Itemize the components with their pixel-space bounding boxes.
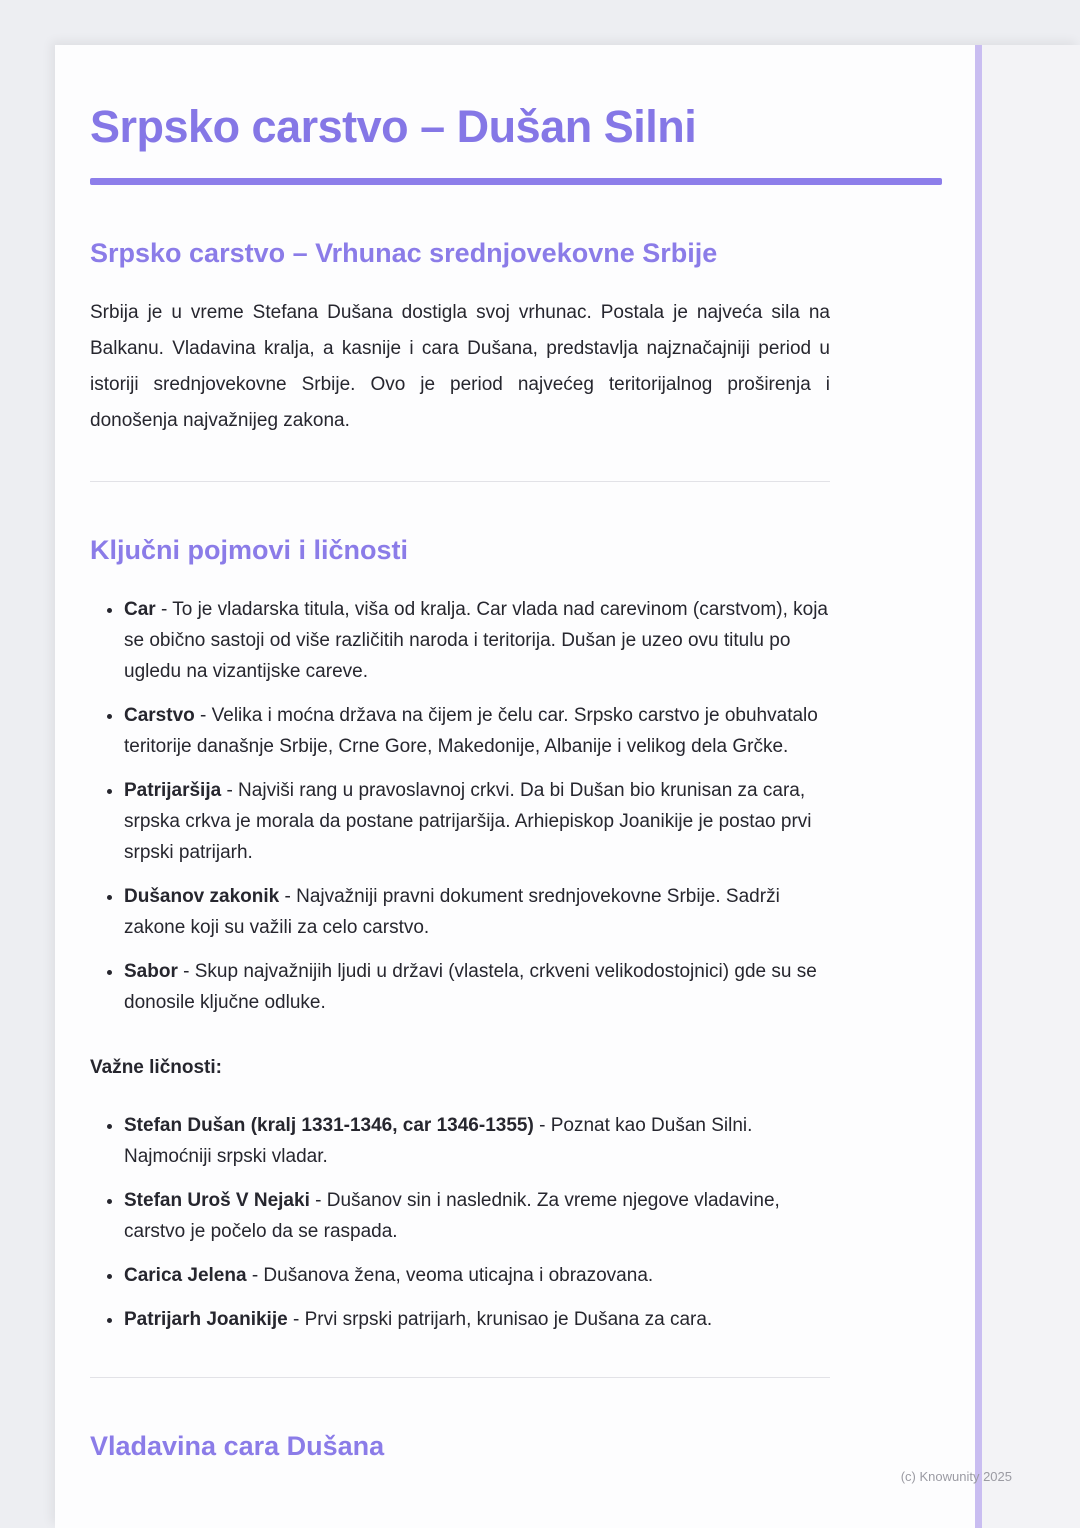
term: Patrijarh Joanikije bbox=[124, 1309, 288, 1330]
page-right-strip bbox=[982, 45, 1080, 1528]
term: Stefan Dušan (kralj 1331-1346, car 1346-1355) bbox=[124, 1115, 534, 1136]
list-item bbox=[124, 1185, 830, 1247]
term-description: - Poznat kao Dušan Silni. Najmoćniji srpski vladar. bbox=[124, 1115, 753, 1167]
list-item bbox=[124, 1110, 830, 1172]
list-item bbox=[124, 1260, 830, 1291]
list-item bbox=[124, 881, 830, 943]
term-description: - Najviši rang u pravoslavnoj crkvi. Da bi Dušan bio krunisan za cara, srpska crkva je morala da postane patrijaršija. Arhiepiskop Joanikije je postao prvi srpski patrijarh. bbox=[124, 780, 812, 863]
term: Stefan Uroš V Nejaki bbox=[124, 1190, 310, 1211]
term: Dušanov zakonik bbox=[124, 886, 280, 907]
list-item bbox=[124, 956, 830, 1018]
list-item bbox=[124, 594, 830, 687]
term-description: - To je vladarska titula, viša od kralja. Car vlada nad carevinom (carstvom), koja se obično sastoji od više različitih naroda i teritorija. Dušan je uzeo ovu titulu po ugledu na vizantijske careve. bbox=[124, 599, 829, 682]
intro-paragraph: Srbija je u vreme Stefana Dušana dostigla svoj vrhunac. Postala je najveća sila na Balkanu. Vladavina kralja, a kasnije i cara Dušana, predstavlja najznačajniji period u istoriji srednjovekovne Srbije. Ovo je period najvećeg teritorijalnog proširenja i donošenja najvažnijeg zakona. bbox=[90, 302, 830, 431]
term: Sabor bbox=[124, 961, 178, 982]
section-divider bbox=[90, 1377, 830, 1378]
section-heading-intro: Srpsko carstvo – Vrhunac srednjovekovne Srbije bbox=[90, 238, 718, 268]
section-divider bbox=[90, 481, 830, 482]
page-title: Srpsko carstvo – Dušan Silni bbox=[90, 101, 697, 152]
term: Patrijaršija bbox=[124, 780, 222, 801]
important-people-list bbox=[90, 1110, 830, 1335]
list-item bbox=[124, 700, 830, 762]
section-heading-vladavina: Vladavina cara Dušana bbox=[90, 1431, 385, 1461]
term-description: - Prvi srpski patrijarh, krunisao je Dušana za cara. bbox=[292, 1309, 713, 1330]
term-description: - Dušanov sin i naslednik. Za vreme njegove vladavine, carstvo je počelo da se raspada. bbox=[124, 1190, 780, 1242]
term: Carstvo bbox=[124, 705, 195, 726]
term-description: - Skup najvažnijih ljudi u državi (vlastela, crkveni velikodostojnici) gde su se donosile ključne odluke. bbox=[124, 961, 817, 1013]
key-terms-list bbox=[90, 594, 830, 1018]
list-item bbox=[124, 1304, 830, 1335]
margin-accent-line bbox=[975, 45, 982, 1528]
section-heading-key-terms: Ključni pojmovi i ličnosti bbox=[90, 535, 409, 565]
title-underline-rule bbox=[90, 178, 942, 185]
list-item bbox=[124, 775, 830, 868]
term-description: - Dušanova žena, veoma uticajna i obrazovana. bbox=[251, 1265, 654, 1286]
term: Carica Jelena bbox=[124, 1265, 247, 1286]
subheading-important-people: Važne ličnosti: bbox=[90, 1057, 222, 1078]
copyright-note: (c) Knowunity 2025 bbox=[900, 1469, 1012, 1484]
term-description: - Velika i moćna država na čijem je čelu car. Srpsko carstvo je obuhvatalo teritorije današnje Srbije, Crne Gore, Makedonije, Albanije i velikog dela Grčke. bbox=[124, 705, 818, 757]
document-page bbox=[55, 45, 1080, 1528]
term-description: - Najvažniji pravni dokument srednjovekovne Srbije. Sadrži zakone koji su važili za celo carstvo. bbox=[124, 886, 780, 938]
term: Car bbox=[124, 599, 156, 620]
document-content bbox=[90, 45, 942, 1462]
